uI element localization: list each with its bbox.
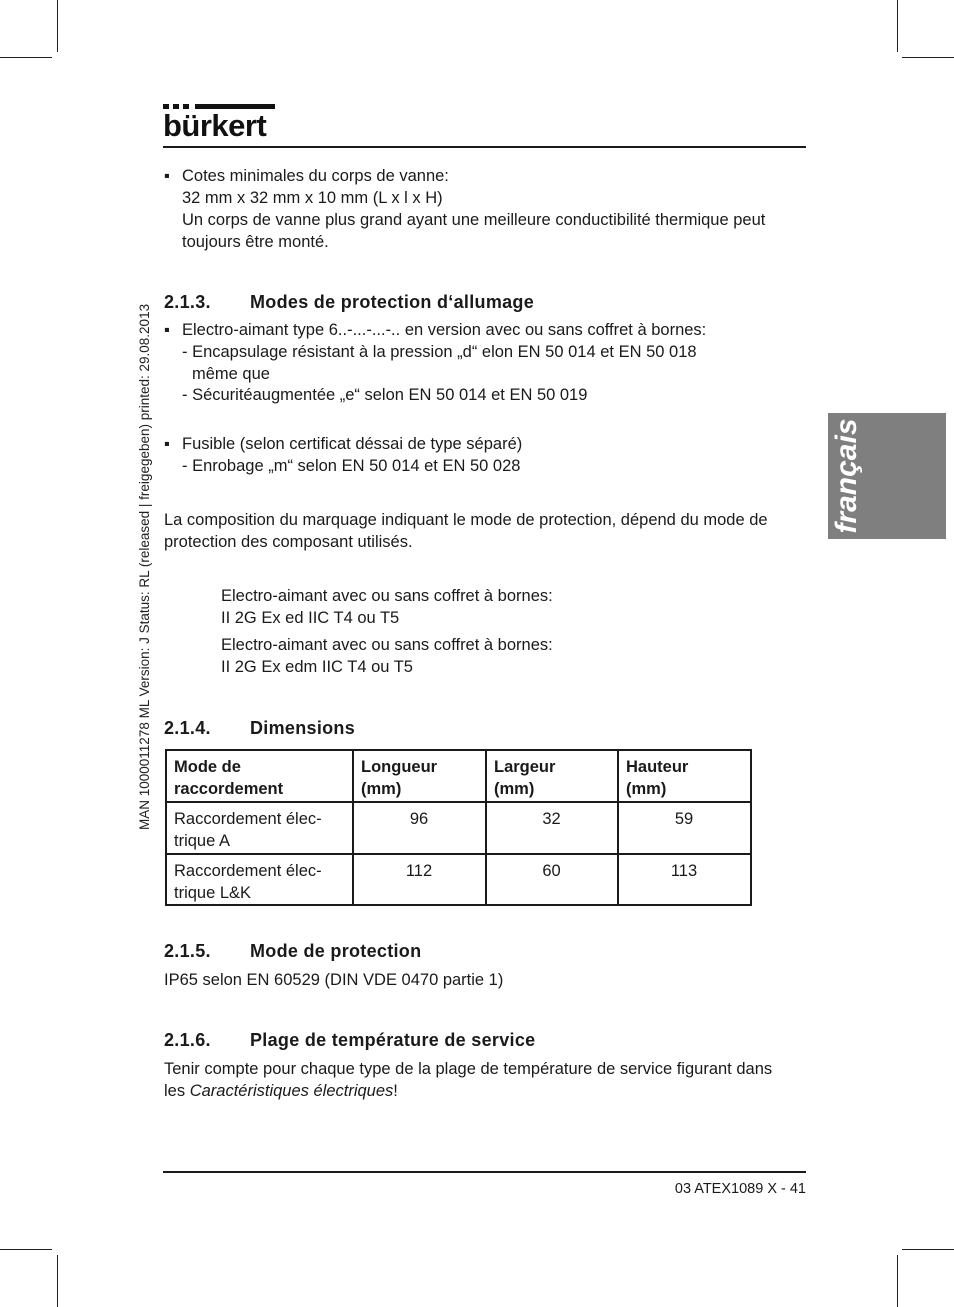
crop-mark [0,1249,52,1250]
bullet-marker: ▪ [164,167,170,185]
section-number: 2.1.3. [164,292,211,312]
protection-line: même que [192,365,270,383]
bullet-marker: ▪ [164,321,170,339]
language-tab-label: français [830,418,863,534]
table-header-cell: Longueur (mm) [353,750,486,802]
marking-paragraph: protection des composant utilisés. [164,533,413,551]
temperature-text-2: les Caractéristiques électriques! [164,1082,398,1100]
crop-mark [897,1255,898,1307]
burkert-logo [163,104,275,144]
marking-paragraph: La composition du marquage indiquant le mode de protection, dépend du mode de [164,511,768,529]
crop-mark [902,57,954,58]
crop-mark [57,0,58,52]
dimensions-table [165,749,752,906]
fuse-line: - Enrobage „m“ selon EN 50 014 et EN 50 028 [182,457,521,475]
marking-1-line: II 2G Ex ed IIC T4 ou T5 [221,609,400,627]
table-row [166,854,751,905]
protection-rating-text: IP65 selon EN 60529 (DIN VDE 0470 partie 1) [164,971,504,989]
table-cell-value: 96 [353,802,486,854]
marking-2-line: Electro-aimant avec ou sans coffret à bornes: [221,636,553,654]
footer-rule [163,1171,806,1173]
intro-line: Un corps de vanne plus grand ayant une meilleure conductibilité thermique peut [182,211,766,229]
table-row [166,802,751,854]
marking-2-line: II 2G Ex edm IIC T4 ou T5 [221,658,413,676]
table-cell-label: Raccordement élec- trique L&K [166,854,353,905]
page-footer: 03 ATEX1089 X - 41 [674,1181,806,1197]
section-number: 2.1.6. [164,1030,211,1050]
temperature-text: Tenir compte pour chaque type de la plage de température de service figurant dans [164,1060,773,1078]
crop-mark [57,1255,58,1307]
table-cell-value: 113 [618,854,751,905]
table-cell-value: 60 [486,854,618,905]
characteristics-reference: Caractéristiques électriques [189,1082,394,1100]
table-header-row [166,750,751,802]
section-number: 2.1.5. [164,941,211,961]
crop-mark [902,1249,954,1250]
document-info-vertical: MAN 1000011278 ML Version: J Status: RL (released | freigegeben) printed: 29.08.2013 [137,303,152,830]
language-tab [828,413,946,539]
table-cell-label: Raccordement élec- trique A [166,802,353,854]
crop-mark [0,57,52,58]
section-title: Modes de protection d‘allumage [250,292,535,312]
logo-wordmark: bürkert [163,108,267,143]
fuse-line: Fusible (selon certificat déssai de type séparé) [182,435,523,453]
section-heading-2-1-6 [164,1029,535,1051]
bullet-marker: ▪ [164,435,170,453]
table-cell-value: 112 [353,854,486,905]
protection-line: - Encapsulage résistant à la pression „d“ elon EN 50 014 et EN 50 018 [182,343,697,361]
marking-1-line: Electro-aimant avec ou sans coffret à bornes: [221,587,553,605]
header-rule [163,146,806,148]
section-number: 2.1.4. [164,718,211,738]
table-cell-value: 32 [486,802,618,854]
table-cell-value: 59 [618,802,751,854]
section-heading-2-1-4 [164,717,355,739]
section-title: Plage de température de service [250,1030,536,1050]
table-header-cell: Hauteur (mm) [618,750,751,802]
table-header-cell: Mode de raccordement [166,750,353,802]
intro-line: 32 mm x 32 mm x 10 mm (L x l x H) [182,189,443,207]
protection-line: Electro-aimant type 6..-...-...-.. en version avec ou sans coffret à bornes: [182,321,707,339]
table-header-cell: Largeur (mm) [486,750,618,802]
intro-line: Cotes minimales du corps de vanne: [182,167,449,185]
intro-line: toujours être monté. [182,233,329,251]
section-title: Mode de protection [250,941,422,961]
crop-mark [897,0,898,52]
protection-line: - Sécuritéaugmentée „e“ selon EN 50 014 et EN 50 019 [182,386,588,404]
section-heading-2-1-3 [164,291,534,313]
section-heading-2-1-5 [164,940,421,962]
section-title: Dimensions [250,718,356,738]
